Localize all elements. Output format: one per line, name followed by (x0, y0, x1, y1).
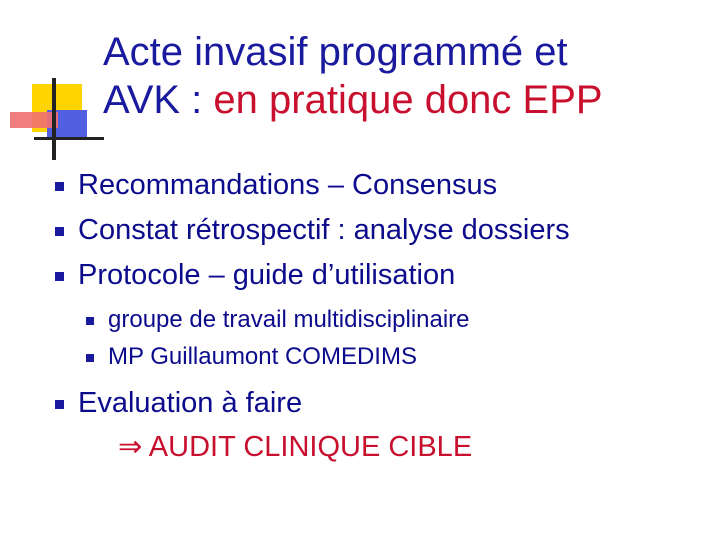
implies-arrow-icon: ⇒ (118, 431, 143, 463)
bullet-text: Constat rétrospectif : analyse dossiers (78, 214, 570, 246)
bullet-square-icon (55, 227, 64, 236)
bullet-square-icon (55, 400, 64, 409)
conclusion-text: AUDIT CLINIQUE CIBLE (148, 431, 473, 463)
bullet-text: Evaluation à faire (78, 387, 303, 419)
bullet-item (78, 213, 570, 247)
title-line-1: Acte invasif programmé et (103, 30, 568, 74)
sub-bullet-square-icon (86, 317, 94, 325)
sub-bullet-square-icon (86, 354, 94, 362)
bullet-item (78, 386, 302, 420)
sub-bullet-item (108, 343, 417, 371)
sub-bullet-item (108, 306, 470, 334)
bullet-item (78, 168, 497, 202)
sub-bullet-text: MP Guillaumont COMEDIMS (108, 343, 417, 370)
bullet-item (78, 258, 455, 292)
conclusion-line (118, 430, 472, 464)
bullet-square-icon (55, 182, 64, 191)
bullet-text: Protocole – guide d’utilisation (78, 259, 456, 291)
sub-bullet-text: groupe de travail multidisciplinaire (108, 306, 470, 333)
bullet-text: Recommandations – Consensus (78, 169, 498, 201)
title-line-2-prefix: AVK : (103, 78, 214, 122)
title-highlight: en pratique donc EPP (213, 78, 603, 122)
bullet-square-icon (55, 272, 64, 281)
